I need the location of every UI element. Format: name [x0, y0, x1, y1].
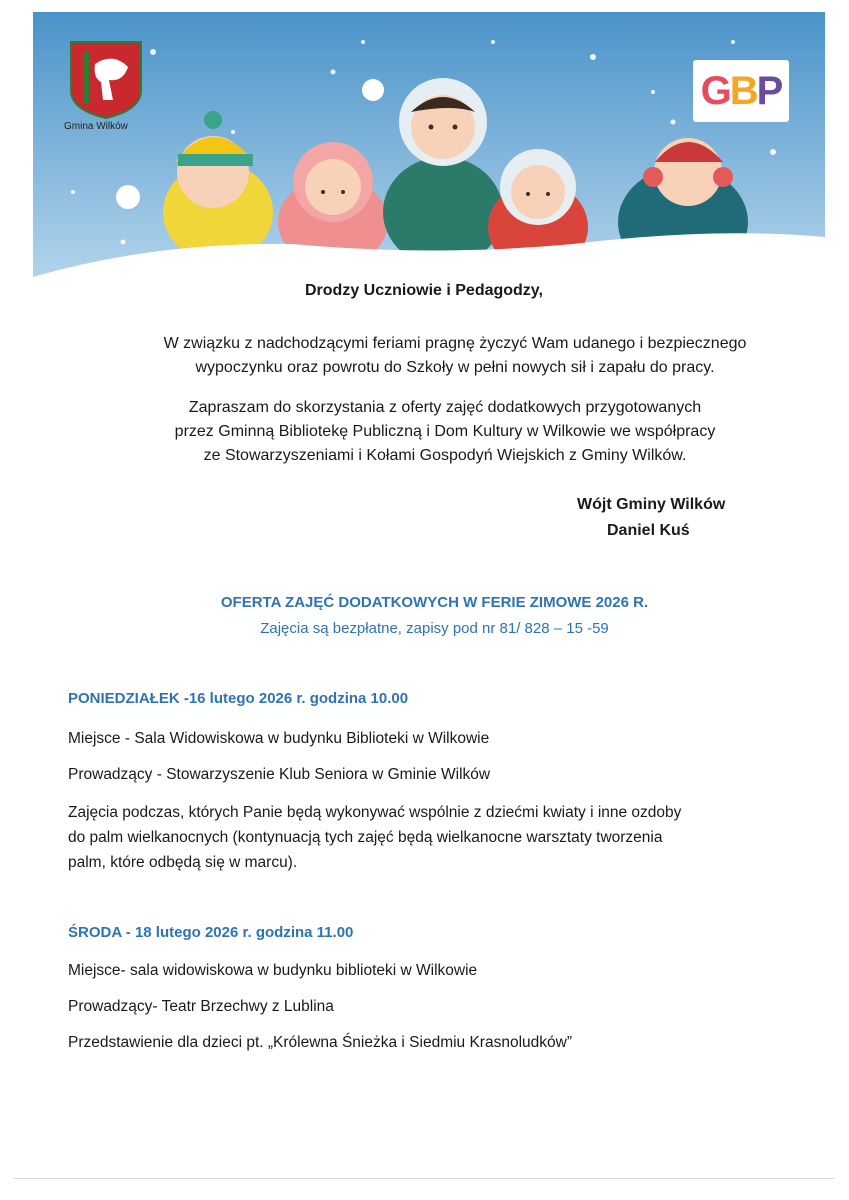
paragraph-line: przez Gminną Bibliotekę Publiczną i Dom Kultury w Wilkowie we współpracy	[174, 423, 716, 440]
greeting: Drodzy Uczniowie i Pedagodzy,	[305, 282, 543, 299]
gbp-logo-p: P	[756, 69, 782, 113]
paragraph-line: W związku z nadchodzącymi feriami pragnę życzyć Wam udanego i bezpiecznego	[163, 335, 747, 352]
description-line: do palm wielkanocnych (kontynuacją tych zajęć będą wielkanocne warsztaty tworzenia	[68, 829, 663, 846]
offer-title: OFERTA ZAJĘĆ DODATKOWYCH W FERIE ZIMOWE 2026 R.	[220, 594, 649, 611]
paragraph-invitation	[115, 396, 775, 468]
offer-subtitle: Zajęcia są bezpłatne, zapisy pod nr 81/ 828 – 15 -59	[260, 620, 609, 637]
event-host: Prowadzący - Stowarzyszenie Klub Seniora w Gminie Wilków	[68, 766, 491, 783]
event-description: Przedstawienie dla dzieci pt. „Królewna Śnieżka i Siedmiu Krasnoludków”	[68, 1034, 572, 1051]
event-host: Prowadzący- Teatr Brzechwy z Lublina	[68, 998, 334, 1015]
paragraph-wishes	[125, 332, 785, 380]
event-heading-wednesday: ŚRODA - 18 lutego 2026 r. godzina 11.00	[68, 924, 354, 941]
event-place: Miejsce - Sala Widowiskowa w budynku Biblioteki w Wilkowie	[68, 730, 490, 747]
event-place: Miejsce- sala widowiskowa w budynku biblioteki w Wilkowie	[68, 962, 478, 979]
crest-label: Gmina Wilków	[64, 121, 128, 132]
winter-children-illustration	[33, 12, 825, 312]
page-bottom-divider	[14, 1178, 834, 1179]
paragraph-line: Zapraszam do skorzystania z oferty zajęć dodatkowych przygotowanych	[188, 399, 702, 416]
gbp-logo-g: G	[700, 69, 730, 113]
gbp-logo	[693, 60, 789, 122]
paragraph-line: ze Stowarzyszeniami i Kołami Gospodyń Wiejskich z Gminy Wilków.	[203, 447, 687, 464]
event-heading-monday: PONIEDZIAŁEK -16 lutego 2026 r. godzina 10.00	[68, 690, 409, 707]
event-description	[68, 800, 788, 875]
signature-name: Daniel Kuś	[607, 522, 690, 539]
winter-banner	[33, 12, 825, 312]
paragraph-line: wypoczynku oraz powrotu do Szkoły w pełni nowych sił i zapału do pracy.	[195, 359, 715, 376]
gbp-logo-b: B	[729, 69, 757, 113]
signature-title: Wójt Gminy Wilków	[577, 496, 726, 513]
description-line: palm, które odbędą się w marcu).	[68, 854, 298, 871]
description-line: Zajęcia podczas, których Panie będą wykonywać wspólnie z dziećmi kwiaty i inne ozdoby	[68, 804, 682, 821]
gmina-crest	[71, 42, 141, 118]
